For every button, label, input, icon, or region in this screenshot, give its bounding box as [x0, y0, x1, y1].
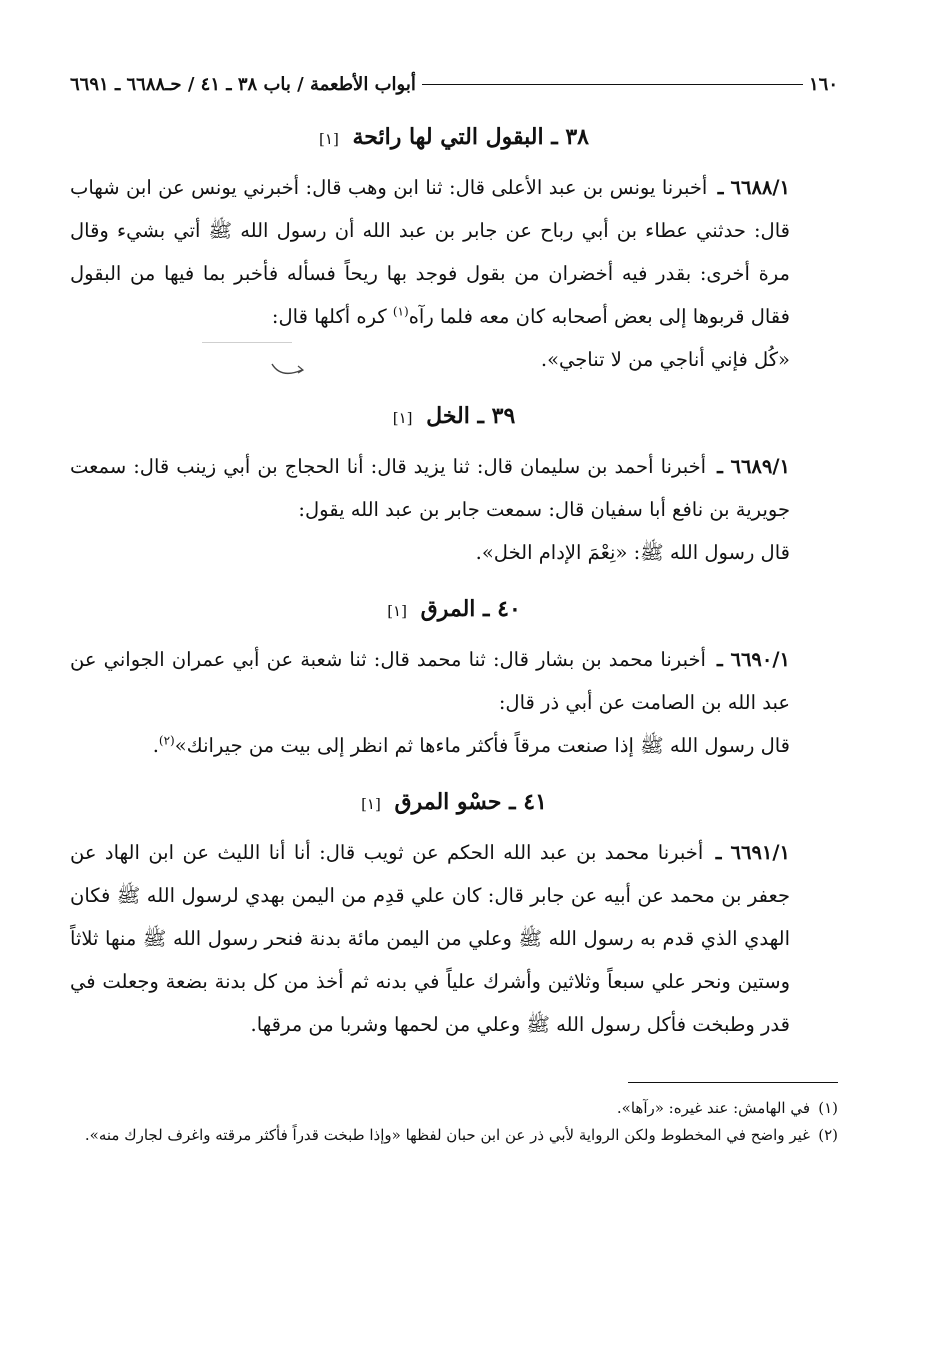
chapter-heading-38 — [70, 124, 838, 150]
footnote-number: (١) — [818, 1099, 838, 1117]
hadith-number: ٦٦٩١/١ ـ — [715, 841, 790, 864]
running-title: أبواب الأطعمة / باب ٣٨ ـ ٤١ / حـ٦٦٨٨ ـ ٦٦٩١ — [70, 73, 416, 95]
hadith-number: ٦٦٩٠/١ ـ — [717, 648, 790, 671]
running-header — [70, 66, 838, 102]
hadith-text: أخبرنا يونس بن عبد الأعلى قال: ثنا ابن وهب قال: أخبرني يونس عن ابن شهاب قال: حدثني عطاء بن أبي رباح عن جابر بن عبد الله أن رسول الله ﷺ أتي بشيء وقال مرة أخرى: بقدر فيه أخضران من بقول فوجد بها ريحاً فسأله فأخبر بما فيها من البقول فقال قربوها إلى بعض أصحابه كان معه فلما رآه — [70, 176, 790, 328]
footnote-1 — [70, 1095, 838, 1122]
footnote-number: (٢) — [818, 1126, 838, 1144]
saying-text: قال رسول الله ﷺ إذا صنعت مرقاً فأكثر ماءها ثم انظر إلى بيت من جيرانك» — [174, 734, 790, 757]
hadith-number: ٦٦٨٩/١ ـ — [717, 455, 790, 478]
hadith-text-continued: كره أكلها قال: — [271, 305, 393, 328]
footnote-text: غير واضح في المخطوط ولكن الرواية لأبي ذر عن ابن حبان لفظها «وإذا طبخت قدراً فأكثر مرقته واغرف لجارك منه». — [84, 1126, 810, 1144]
prophetic-saying: قال رسول الله ﷺ: «نِعْمَ الإدام الخل». — [475, 541, 790, 564]
hadith-number: ٦٦٨٨/١ ـ — [717, 176, 790, 199]
hadith-paragraph-6689 — [70, 445, 838, 531]
footnote-ref: [١] — [392, 409, 413, 427]
page-number: ١٦٠ — [808, 73, 838, 95]
hadith-text: أخبرنا محمد بن بشار قال: ثنا محمد قال: ثنا شعبة عن أبي عمران الجواني عن عبد الله بن الصامت عن أبي ذر قال: — [70, 648, 790, 714]
chapter-title: ٣٩ ـ الخل — [426, 403, 516, 429]
chapter-heading-39 — [70, 403, 838, 429]
chapter-title: ٣٨ ـ البقول التي لها رائحة — [352, 124, 589, 150]
document-page — [70, 66, 838, 1336]
chapter-heading-40 — [70, 596, 838, 622]
chapter-title: ٤٠ ـ المرق — [420, 596, 521, 622]
footnote-ref: [١] — [387, 602, 407, 620]
footnote-marker: (١) — [392, 304, 409, 319]
footnote-separator — [628, 1082, 838, 1083]
hadith-text: أخبرنا أحمد بن سليمان قال: ثنا يزيد قال: أنا الحجاج بن أبي زينب قال: سمعت جويرية بن نافع أبا سفيان قال: سمعت جابر بن عبد الله يقول: — [70, 455, 790, 521]
footnote-ref: [١] — [361, 795, 381, 813]
footnote-marker: (٢) — [158, 733, 175, 748]
footnote-2 — [70, 1122, 838, 1149]
hadith-paragraph-6690 — [70, 638, 838, 724]
prophetic-saying — [70, 724, 838, 767]
hadith-paragraph-6688 — [70, 166, 838, 338]
header-rule — [422, 84, 803, 85]
footnote-text: في الهامش: عند غيره: «رآها». — [616, 1099, 810, 1117]
faint-mark — [202, 342, 292, 343]
chapter-title: ٤١ ـ حسْو المرق — [394, 789, 547, 815]
footnote-ref: [١] — [319, 130, 339, 148]
saying-end: . — [152, 734, 159, 757]
prophetic-saying: «كُل فإني أناجي من لا تناجي». — [540, 348, 790, 371]
footnotes — [70, 1095, 838, 1149]
chapter-heading-41 — [70, 789, 838, 815]
hadith-paragraph-6691 — [70, 831, 838, 1046]
hadith-text: أخبرنا محمد بن عبد الله الحكم عن ثويب قال: أنا أنا الليث عن ابن الهاد عن جعفر بن محمد عن أبيه عن جابر قال: كان علي قدِم من اليمن بهدي لرسول الله ﷺ فكان الهدي الذي قدم به رسول الله ﷺ وعلي من اليمن مائة بدنة فنحر رسول الله ﷺ منها ثلاثاً وستين ونحر علي سبعاً وثلاثين وأشرك علياً في بدنه ثم أخذ من كل بدنة بضعة وجعلت في قدر وطبخت فأكل رسول الله ﷺ وعلي من لحمها وشربا من مرقها. — [70, 841, 790, 1036]
pen-mark — [268, 356, 308, 380]
